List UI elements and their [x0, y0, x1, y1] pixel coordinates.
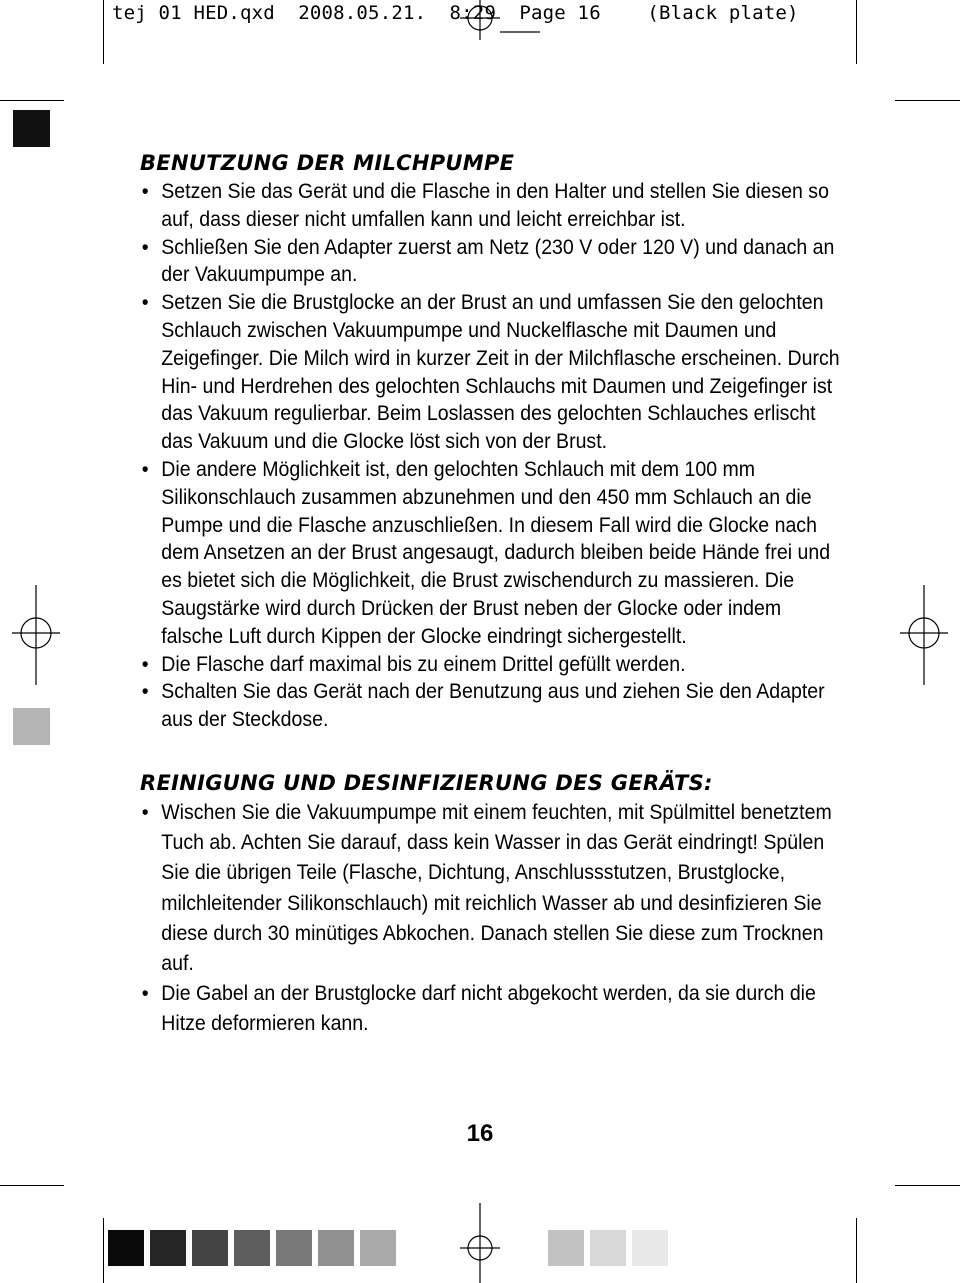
bullet-dot-icon: •: [141, 982, 149, 1006]
color-patch: [632, 1230, 668, 1266]
color-patch: [360, 1230, 396, 1266]
bullet-dot-icon: •: [141, 680, 149, 704]
crop-mark: [0, 1185, 64, 1186]
crop-mark: [856, 1218, 857, 1283]
bullet-dot-icon: •: [141, 800, 149, 824]
list-item: • Setzen Sie die Brustglocke an der Brust an und umfassen Sie den gelochten Schlauch zwischen Vakuumpumpe und Nuckelflasche mit Daumen und Zeigefinger. Die Milch wird in kurzer Zeit in der Milchflasche erscheinen. Durch Hin- und Herdrehen des gelochten Schlauchs mit Daumen und Zeigefinger ist das Vakuum regulierbar. Beim Loslassen des gelochten Schlauches erlischt das Vakuum und die Glocke löst sich von der Brust.: [141, 291, 840, 454]
cleaning-list: [138, 798, 832, 1040]
color-patch: [590, 1230, 626, 1266]
crop-mark: [0, 100, 64, 101]
registration-mark-icon: [900, 585, 948, 685]
gray-square: [13, 708, 50, 745]
color-patch: [192, 1230, 228, 1266]
registration-mark-icon: [12, 585, 60, 685]
color-patch: [150, 1230, 186, 1266]
crop-mark: [856, 0, 857, 64]
registration-mark-icon: [460, 0, 500, 40]
color-patch: [548, 1230, 584, 1266]
crop-mark: [895, 1185, 960, 1186]
bullet-dot-icon: •: [141, 291, 149, 315]
list-item: • Schließen Sie den Adapter zuerst am Netz (230 V oder 120 V) und danach an der Vakuumpumpe an.: [141, 235, 835, 287]
print-slug-header: tej 01 HED.qxd 2008.05.21. 8:29 Page 16 (Black plate): [112, 2, 799, 24]
bullet-dot-icon: •: [141, 235, 149, 259]
color-patch: [276, 1230, 312, 1266]
section-heading-cleaning: REINIGUNG UND DESINFIZIERUNG DES GERÄTS:: [140, 770, 713, 795]
crop-mark: [103, 0, 104, 64]
page-number: 16: [466, 1120, 494, 1147]
manual-content: [138, 148, 840, 1040]
registration-mark-icon: [460, 1203, 500, 1283]
crop-mark: [895, 100, 960, 101]
color-patch: [318, 1230, 354, 1266]
list-item: • Wischen Sie die Vakuumpumpe mit einem feuchten, mit Spülmittel benetztem Tuch ab. Achten Sie darauf, dass kein Wasser in das Gerät eindringt! Spülen Sie die übrigen Teile (Flasche, Dichtung, Anschlussstutzen, Brustglocke, milchleitender Silikonschlauch) mit reichlich Wasser ab und desinfizieren Sie diese durch 30 minütiges Abkochen. Danach stellen Sie diese zum Trocknen auf.: [138, 798, 844, 979]
list-item: • Die Flasche darf maximal bis zu einem Drittel gefüllt werden.: [138, 651, 844, 679]
usage-list: [138, 178, 840, 734]
bullet-dot-icon: •: [141, 180, 149, 203]
list-item: • Setzen Sie das Gerät und die Flasche in den Halter und stellen Sie diesen so auf, dass dieser nicht umfallen kann und leicht erreichbar ist.: [141, 180, 829, 231]
color-patch: [108, 1230, 144, 1266]
bullet-dot-icon: •: [141, 457, 149, 481]
bullet-dot-icon: •: [141, 652, 149, 676]
color-patch: [234, 1230, 270, 1266]
crop-mark: [103, 1218, 104, 1283]
corner-black-square: [13, 110, 50, 147]
list-item: • Die andere Möglichkeit ist, den gelochten Schlauch mit dem 100 mm Silikonschlauch zusammen abzunehmen und den 450 mm Schlauch an die Pumpe und die Flasche anzuschließen. In diesem Fall wird die Glocke nach dem Ansetzen an der Brust angesaugt, dadurch bleiben beide Hände frei und es bietet sich die Möglichkeit, die Brust zwischendurch zu massieren. Die Saugstärke wird durch Drücken der Brust neben der Glocke oder indem falsche Luft durch Kippen der Glocke eindringt sichergestellt.: [141, 457, 831, 648]
section-heading-usage: BENUTZUNG DER MILCHPUMPE: [140, 151, 515, 175]
list-item: • Schalten Sie das Gerät nach der Benutzung aus und ziehen Sie den Adapter aus der Steckdose.: [141, 680, 825, 732]
list-item: • Die Gabel an der Brustglocke darf nicht abgekocht werden, da sie durch die Hitze deformieren kann.: [138, 979, 844, 1039]
